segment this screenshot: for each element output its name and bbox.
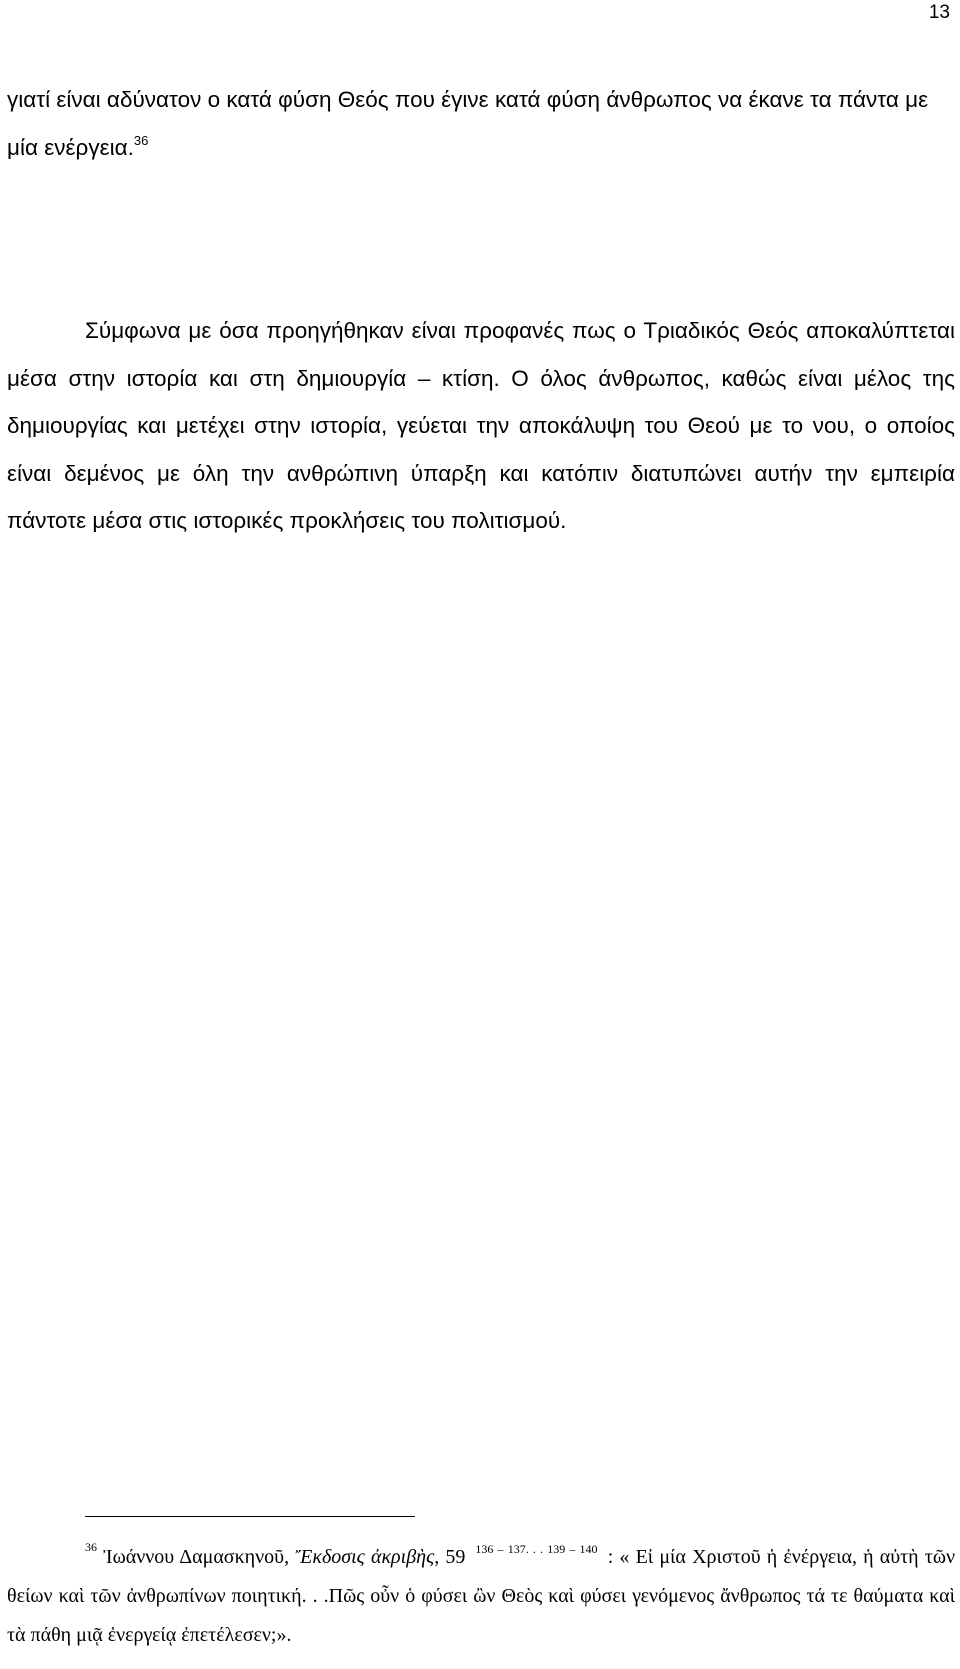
footnote-title: Ἔκδοσις ἀκριβὴς [295, 1546, 435, 1568]
footnote-separator [85, 1516, 415, 1517]
footnote-reference[interactable]: 36 [133, 132, 149, 148]
footnote-volume: 59 [445, 1546, 466, 1568]
paragraph-2 [7, 307, 955, 545]
footnote-number: 36 [85, 1540, 97, 1554]
paragraph-1 [7, 76, 955, 171]
footnote: $^{36}$ Ἰωάννου Δαμασκηνοῦ, Ἔκδοσις ἀκριβὴς, 59 $^{136 - 137. . . 139 - 140}$ : « Εἰ μία Χριστοῦ ἡ ἐνέργεια, ἡ αὐτὴ τῶν θείων καὶ τῶν ἀνθρωπίνων ποιητική. . .Πῶς οὖν ὁ φύσει ὢν Θεὸς καὶ φύσει γενόμενος ἄνθρωπος τά τε θαύματα καὶ τὰ πάθη μιᾷ ἐνεργείᾳ ἐπετέλεσεν;». [7, 1540, 956, 1646]
footnote-quote: : « Εἰ μία Χριστοῦ ἡ ἐνέργεια, ἡ αὐτὴ τῶν θείων καὶ τῶν ἀνθρωπίνων ποιητική. . .Πῶς οὖν ὁ φύσει ὢν Θεὸς καὶ φύσει γενόμενος ἄνθρωπος τά τε θαύματα καὶ τὰ πάθη μιᾷ ἐνεργείᾳ ἐπετέλεσεν;». [7, 1546, 956, 1646]
footnote-pages: 136 – 137. . . 139 – 140 [475, 1542, 598, 1556]
footnote-author: Ἰωάννου Δαμασκηνοῦ, [103, 1546, 290, 1568]
paragraph-2-text: Σύμφωνα με όσα προηγήθηκαν είναι προφανές πως ο Τριαδικός Θεός αποκαλύπτεται μέσα στην ιστορία και στη δημιουργία – κτίση. Ο όλος άνθρωπος, καθώς είναι μέλος της δημιουργίας και μετέχει στην ιστορία, γεύεται την αποκάλυψη του Θεού με το νου, ο οποίος είναι δεμένος με όλη την ανθρώπινη ύπαρξη και κατόπιν διατυπώνει αυτήν την εμπειρία πάντοτε μέσα στις ιστορικές προκλήσεις του πολιτισμού. [7, 318, 955, 533]
paragraph-1-text: γιατί είναι αδύνατον ο κατά φύση Θεός που έγινε κατά φύση άνθρωπος να έκανε τα πάντα με μία ενέργεια. [7, 87, 929, 160]
page-number: 13 [928, 2, 950, 23]
